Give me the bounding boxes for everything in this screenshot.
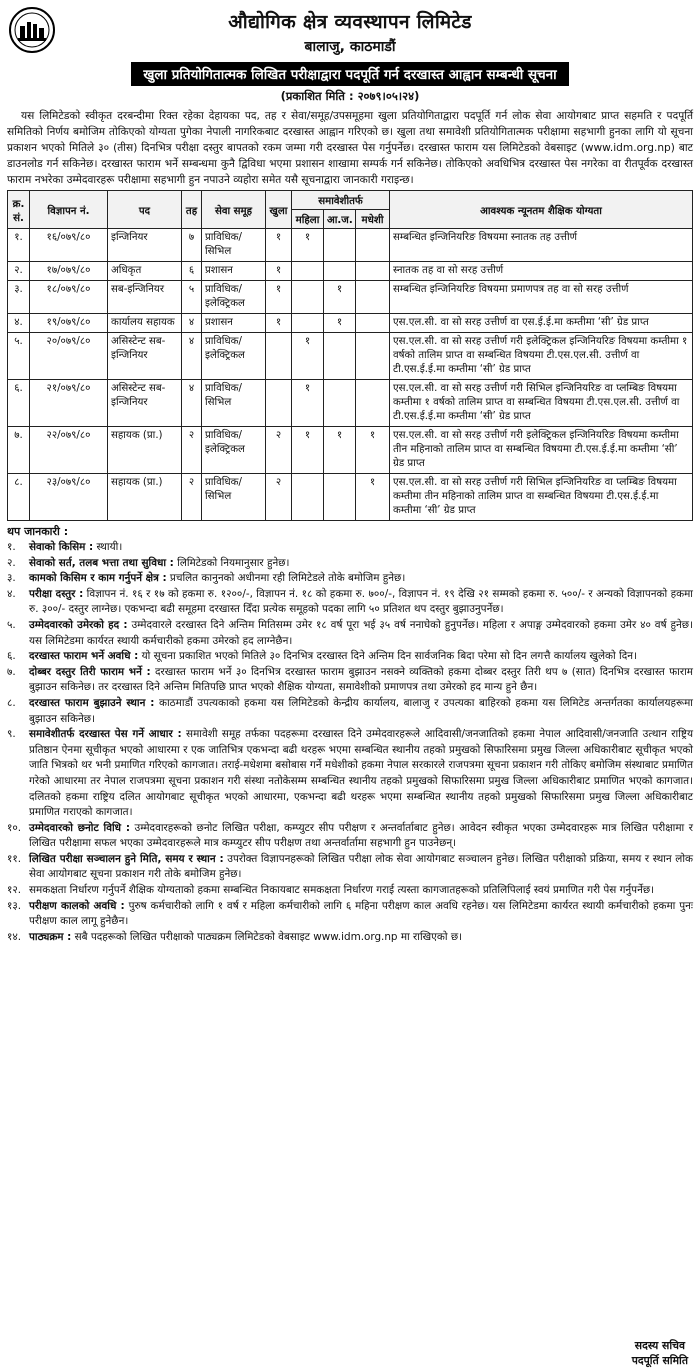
cell-qualification: एस.एल.सी. वा सो सरह उत्तीर्ण गरी इलेक्ट्रिकल इन्जिनियरिङ विषयमा कम्तीमा तीन महिनाको तालिम प्राप्त वा सम्बन्धित विषयमा टी.एस.ई.ई.मा कम्तीमा ‘सी’ ग्रेड प्राप्त [390, 427, 693, 474]
note-text: काठमाडौं उपत्यकाको हकमा यस लिमिटेडको केन्द्रीय कार्यालय, बालाजु र उपत्यका बाहिरको हकमा यस लिमिटेड अन्तर्गतका कार्यालयहरूमा बुझाउन सकिनेछ। [29, 696, 693, 725]
note-text: सबै पदहरूको लिखित परीक्षाको पाठ्यक्रम लिमिटेडको वेबसाइट www.idm.org.np मा राखिएको छ। [71, 930, 463, 943]
note-number: १३. [7, 899, 22, 912]
cell-sn: ७. [8, 427, 30, 474]
cell-open: १ [266, 314, 292, 333]
published-date: (प्रकाशित मिति : २०७९।०५।२४) [280, 89, 420, 103]
cell-service: प्राविधिक/ इलेक्ट्रिकल [202, 427, 266, 474]
cell-level: ४ [182, 333, 202, 380]
note-label: लिखित परीक्षा सञ्चालन हुने मिति, समय र स्थान : [29, 852, 224, 865]
table-row [8, 333, 693, 380]
note-number: ४. [7, 587, 16, 600]
cell-service: प्राविधिक/ सिभिल [202, 474, 266, 521]
note-label: सेवाको सर्त, तलब भत्ता तथा सुविधा : [29, 556, 174, 569]
signature-block [632, 1338, 688, 1368]
notice-header [7, 8, 693, 104]
note-body [29, 571, 693, 587]
col-header-post: पद [108, 191, 182, 229]
note-text: दरखास्त फाराम भर्ने ३० दिनभित्र दरखास्त फाराम बुझाउन नसक्ने व्यक्तिको हकमा दोब्बर दस्तुर तिरी थप ७ (सात) दिनभित्र दरखास्त फाराम बुझाउन सकिनेछ। तर दरखास्त दिने अन्तिम मितिपछि प्राप्त भएको शैक्षिक योग्यता, समावेशीको प्रमाणपत्र तथा उमेरको हद मान्य हुने छैन। [29, 665, 693, 694]
cell-service: प्रशासन [202, 314, 266, 333]
note-text: समकक्षता निर्धारण गर्नुपर्ने शैक्षिक योग्यताको हकमा सम्बन्धित निकायबाट समकक्षता निर्धारण गराई त्यस्ता कागजातहरूको प्रतिलिपिलाई स्वयं प्रमाणित गरी पेस गर्नुपर्नेछ। [29, 884, 655, 897]
cell-sn: ५. [8, 333, 30, 380]
cell-level: ६ [182, 262, 202, 281]
note-item [7, 649, 693, 665]
note-label: दरखास्त फाराम भर्ने अवधि : [29, 650, 139, 663]
note-item [7, 665, 693, 696]
note-body [29, 852, 693, 883]
cell-adivasi [324, 333, 356, 380]
cell-adivasi [324, 262, 356, 281]
signature-committee: पदपूर्ति समिति [631, 1354, 688, 1367]
cell-adivasi: १ [324, 427, 356, 474]
cell-level: ४ [182, 380, 202, 427]
note-label: कामको किसिम र काम गर्नुपर्ने क्षेत्र : [29, 572, 167, 585]
cell-ad-no: २१/०७९/८० [30, 380, 108, 427]
vacancy-table [7, 190, 693, 521]
note-item [7, 618, 693, 649]
note-item [7, 930, 693, 946]
note-item [7, 821, 693, 852]
note-text: उम्मेदवारहरूको छनोट लिखित परीक्षा, कम्प्युटर सीप परीक्षण र अन्तर्वार्ताबाट हुनेछ। आवेदन स्वीकृत भएका उम्मेदवारहरू मात्र लिखित परीक्षामा र लिखित परीक्षामा सफल भएका उम्मेदवारहरूले मात्र कम्प्युटर सीप परीक्षण तथा अन्तर्वार्तामा सहभागी हुन पाउनेछन्। [29, 821, 693, 850]
cell-open [266, 333, 292, 380]
cell-sn: ३. [8, 281, 30, 314]
table-row [8, 281, 693, 314]
cell-service: प्राविधिक/ सिभिल [202, 380, 266, 427]
cell-adivasi [324, 229, 356, 262]
col-header-madhesi: मधेशी [356, 210, 390, 229]
note-body [29, 696, 693, 727]
cell-open: २ [266, 474, 292, 521]
cell-women [292, 281, 324, 314]
cell-women [292, 262, 324, 281]
note-text: स्थायी। [93, 541, 123, 553]
cell-level: ७ [182, 229, 202, 262]
note-body [29, 727, 693, 821]
note-item [7, 571, 693, 587]
cell-post: असिस्टेन्ट सब-इन्जिनियर [108, 380, 182, 427]
note-body [29, 649, 693, 665]
cell-adivasi [324, 380, 356, 427]
note-item [7, 587, 693, 618]
cell-level: ४ [182, 314, 202, 333]
cell-open: १ [266, 262, 292, 281]
cell-post: कार्यालय सहायक [108, 314, 182, 333]
cell-sn: २. [8, 262, 30, 281]
cell-post: सहायक (प्रा.) [108, 427, 182, 474]
cell-ad-no: १८/०७९/८० [30, 281, 108, 314]
note-text: समावेशी समूह तर्फका पदहरूमा दरखास्त दिने उम्मेदवारहरूले आदिवासी/जनजातिको हकमा नेपाल आदिवासी/जनजाति उत्थान राष्ट्रिय प्रतिष्ठान ऐनमा सूचीकृत भएको आधारमा र एक जातिभित्र एकभन्दा बढी थरहरू भएमा सम्बन्धित स्थानीय तहको प्रमुखको सिफारिसमा प्रमुख जिल्ला अधिकारीबाट सूचीकृत भएको जाति भित्रको थर भनी प्रमाणित गरिएको कागजात। तराई-मधेशमा बसोबास गर्ने मधेशीको हकमा नेपाल सरकारले राजपत्रमा सूचना प्रकाशन गरी तोकिए बमोजिम संस्थाबाट प्रमाणित गरेको आधारमा तर नेपाल राजपत्रमा सूचना प्रकाशन गरी संस्था नतोकेसम्म सम्बन्धित स्थानीय तहको प्रमुखको सिफारिसमा प्रमुख जिल्ला अधिकारीबाट प्रमाणित भएको कागजात। दलितको हकमा राष्ट्रिय दलित आयोगबाट सूचीकृत भएको आधारमा, एकभन्दा बढी थरहरू भएमा सम्बन्धित स्थानीय तहको प्रमुखको सिफारिसमा प्रमुख जिल्ला अधिकारीबाट प्रमाणित गराएको कागजात। [29, 728, 693, 819]
note-item [7, 852, 693, 883]
note-label: उम्मेदवारको छनोट विधि : [29, 821, 131, 834]
note-body [29, 540, 693, 556]
cell-level: ५ [182, 281, 202, 314]
cell-madhesi [356, 314, 390, 333]
cell-madhesi [356, 281, 390, 314]
note-number: ९. [7, 728, 16, 741]
cell-post: सहायक (प्रा.) [108, 474, 182, 521]
col-header-qualification: आवश्यक न्यूनतम शैक्षिक योग्यता [390, 191, 693, 229]
notes-title: थप जानकारी : [7, 525, 69, 538]
cell-service: प्रशासन [202, 262, 266, 281]
note-item [7, 696, 693, 727]
col-header-service: सेवा समूह [202, 191, 266, 229]
table-row [8, 314, 693, 333]
cell-madhesi [356, 262, 390, 281]
cell-ad-no: १९/०७९/८० [30, 314, 108, 333]
cell-post: असिस्टेन्ट सब-इन्जिनियर [108, 333, 182, 380]
note-text: लिमिटेडको नियमानुसार हुनेछ। [173, 556, 290, 569]
col-header-women: महिला [292, 210, 324, 229]
cell-women: १ [292, 427, 324, 474]
cell-sn: ६. [8, 380, 30, 427]
cell-open [266, 380, 292, 427]
cell-madhesi: १ [356, 474, 390, 521]
cell-qualification: सम्बन्धित इन्जिनियरिङ विषयमा स्नातक तह उत्तीर्ण [390, 229, 693, 262]
cell-level: २ [182, 474, 202, 521]
cell-post: सब-इन्जिनियर [108, 281, 182, 314]
signature-title: सदस्य सचिव [634, 1339, 685, 1352]
note-body [29, 556, 693, 572]
cell-women: १ [292, 333, 324, 380]
note-number: १. [7, 541, 16, 553]
note-body [29, 618, 693, 649]
cell-qualification: एस.एल.सी. वा सो सरह उत्तीर्ण वा एस.ई.ई.मा कम्तीमा ‘सी’ ग्रेड प्राप्त [390, 314, 693, 333]
note-label: परीक्षा दस्तुर : [29, 587, 84, 600]
note-text: यो सूचना प्रकाशित भएको मितिले ३० दिनभित्र दरखास्त दिने अन्तिम दिन सार्वजनिक बिदा परेमा सो दिन लगत्तै कार्यालय खुलेको दिन। [138, 650, 637, 663]
cell-post: इन्जिनियर [108, 229, 182, 262]
note-item [7, 899, 693, 930]
cell-open: १ [266, 229, 292, 262]
note-item [7, 556, 693, 572]
note-body [29, 883, 693, 899]
note-body [29, 587, 693, 618]
cell-open: १ [266, 281, 292, 314]
cell-sn: ८. [8, 474, 30, 521]
col-header-inclusive: समावेशीतर्फ [292, 191, 390, 210]
table-row [8, 229, 693, 262]
notes-list [7, 540, 693, 945]
note-body [29, 665, 693, 696]
cell-madhesi [356, 333, 390, 380]
note-item [7, 727, 693, 821]
cell-qualification: एस.एल.सी. वा सो सरह उत्तीर्ण गरी सिभिल इन्जिनियरिङ वा प्लम्बिङ विषयमा कम्तीमा तीन महिनाको तालिम प्राप्त वा सम्बन्धित विषयमा टी.एस.ई.ई.मा कम्तीमा ‘सी’ ग्रेड प्राप्त [390, 474, 693, 521]
cell-open: २ [266, 427, 292, 474]
note-item [7, 883, 693, 899]
note-label: दरखास्त फाराम बुझाउने स्थान : [29, 696, 155, 709]
cell-service: प्राविधिक/ इलेक्ट्रिकल [202, 333, 266, 380]
col-header-ad-no: विज्ञापन नं. [30, 191, 108, 229]
note-number: ६. [7, 650, 16, 663]
notice-title: खुला प्रतियोगितात्मक लिखित परीक्षाद्वारा पदपूर्ति गर्न दरखास्त आह्वान सम्बन्धी सूचना [131, 62, 568, 86]
cell-sn: १. [8, 229, 30, 262]
cell-ad-no: २०/०७९/८० [30, 333, 108, 380]
note-number: १२. [7, 884, 22, 897]
note-label: समावेशीतर्फ दरखास्त पेस गर्ने आधार : [29, 728, 182, 741]
table-body [8, 229, 693, 521]
cell-level: २ [182, 427, 202, 474]
cell-ad-no: २३/०७९/८० [30, 474, 108, 521]
note-number: ५. [7, 618, 16, 631]
note-text: प्रचलित कानुनको अधीनमा रही लिमिटेडले तोके बमोजिम हुनेछ। [166, 572, 406, 585]
cell-qualification: स्नातक तह वा सो सरह उत्तीर्ण [390, 262, 693, 281]
cell-qualification: सम्बन्धित इन्जिनियरिङ विषयमा प्रमाणपत्र तह वा सो सरह उत्तीर्ण [390, 281, 693, 314]
cell-madhesi [356, 229, 390, 262]
note-number: ८. [7, 696, 16, 709]
note-label: दोब्बर दस्तुर तिरी फाराम भर्ने : [29, 665, 151, 678]
company-logo [8, 6, 56, 54]
organization-name: औद्योगिक क्षेत्र व्यवस्थापन लिमिटेड [228, 11, 472, 33]
organization-address: बालाजु, काठमाडौं [304, 39, 396, 55]
note-text: उपरोक्त विज्ञापनहरूको लिखित परीक्षा लोक सेवा आयोगबाट सञ्चालन हुनेछ। लिखित परीक्षाको प्रक्रिया, समय र स्थान लोक सेवा आयोगबाट सूचना प्रकाशन गरी तोके बमोजिम हुनेछ। [29, 852, 694, 881]
cell-ad-no: १७/०७९/८० [30, 262, 108, 281]
cell-service: प्राविधिक/ इलेक्ट्रिकल [202, 281, 266, 314]
note-label: पाठ्यक्रम : [29, 930, 72, 943]
cell-sn: ४. [8, 314, 30, 333]
note-label: सेवाको किसिम : [29, 541, 94, 553]
note-label: परीक्षण कालको अवधि : [29, 899, 125, 912]
col-header-sn: क्र. सं. [8, 191, 30, 229]
note-number: ७. [7, 665, 16, 678]
note-text: पुरुष कर्मचारीको लागि १ वर्ष र महिला कर्मचारीको लागि ६ महिना परीक्षण काल अवधि रहनेछ। यस लिमिटेडमा कार्यरत स्थायी कर्मचारीको हकमा पुनः परीक्षण काल लागू हुनेछैन। [29, 899, 694, 928]
note-item [7, 540, 693, 556]
note-number: १०. [7, 821, 22, 834]
table-row [8, 474, 693, 521]
cell-women [292, 314, 324, 333]
cell-adivasi: १ [324, 281, 356, 314]
note-number: १४. [7, 930, 22, 943]
col-header-adivasi: आ.ज. [324, 210, 356, 229]
table-header-row [8, 191, 693, 210]
note-body [29, 930, 693, 946]
note-body [29, 899, 693, 930]
note-text: विज्ञापन नं. १६ र १७ को हकमा रु. १२००/-, विज्ञापन नं. १८ को हकमा रु. ७००/-, विज्ञापन नं. १९ देखि २१ सम्मको हकमा रु. ५००/- र अन्यको विज्ञापनको हकमा रु. ३००/- दस्तुर लाग्नेछ। एकभन्दा बढी समूहमा दरखास्त दिँदा प्रत्येक समूहको पदका लागि ५० प्रतिशत थप दस्तुर बुझाउनुपर्नेछ। [29, 587, 693, 616]
col-header-level: तह [182, 191, 202, 229]
cell-ad-no: २२/०७९/८० [30, 427, 108, 474]
cell-women: १ [292, 380, 324, 427]
note-number: २. [7, 556, 16, 569]
intro-paragraph: यस लिमिटेडको स्वीकृत दरबन्दीमा रिक्त रहेका देहायका पद, तह र सेवा/समूह/उपसमूहमा खुला प्रतियोगिताद्वारा पदपूर्ति गर्न लोक सेवा आयोगबाट प्राप्त सहमति र पदपूर्ति समितिको निर्णय बमोजिम तोकिएको योग्यता पुगेका नेपाली नागरिकबाट दरखास्त आह्वान गरिएको छ। खुला तथा समावेशी प्रतियोगितात्मक परीक्षामा सहभागी हुनका लागि यो सूचना प्रकाशन भएको मितिले ३० (तीस) दिनभित्र परीक्षा दस्तुर बापतको रकम जम्मा गरी दरखास्त पेस गर्नुपर्नेछ। दरखास्त फाराम यस लिमिटेडको वेबसाइट (www.idm.org.np) बाट डाउनलोड गर्न सकिनेछ। दरखास्त फाराम भर्ने सम्बन्धमा कुनै द्विविधा भएमा प्रशासन शाखामा सम्पर्क गर्न सकिनेछ। तोकिएको अवधिभित्र दरखास्त पेस नगरेका वा रीतपूर्वक दरखास्त फाराम नभरेका उम्मेदवारहरू परीक्षामा सहभागी हुन नपाउने व्यहोरा समेत यसै सूचनाद्वारा जानकारी गराइन्छ। [7, 110, 693, 186]
cell-madhesi: १ [356, 427, 390, 474]
note-number: ११. [7, 852, 22, 865]
cell-women: १ [292, 229, 324, 262]
table-row [8, 380, 693, 427]
cell-madhesi [356, 380, 390, 427]
cell-adivasi: १ [324, 314, 356, 333]
table-row [8, 427, 693, 474]
cell-adivasi [324, 474, 356, 521]
note-number: ३. [7, 572, 16, 585]
note-body [29, 821, 693, 852]
table-row [8, 262, 693, 281]
note-label: उम्मेदवारको उमेरको हद : [29, 618, 128, 631]
cell-service: प्राविधिक/ सिभिल [202, 229, 266, 262]
note-text: उम्मेदवारले दरखास्त दिने अन्तिम मितिसम्म उमेर १८ वर्ष पूरा भई ३५ वर्ष ननाघेको हुनुपर्नेछ। महिला र अपाङ्ग उम्मेदवारको हकमा उमेर ४० वर्ष हुनेछ। यस लिमिटेडमा कार्यरत स्थायी कर्मचारीको हकमा उमेरको हद लाग्नेछैन। [29, 618, 693, 647]
cell-qualification: एस.एल.सी. वा सो सरह उत्तीर्ण गरी सिभिल इन्जिनियरिङ वा प्लम्बिङ विषयमा कम्तीमा १ वर्षको तालिम प्राप्त वा सम्बन्धित विषयमा टी.एस.एल.सी. उत्तीर्ण वा टी.एस.ई.ई.मा कम्तीमा ‘सी’ ग्रेड प्राप्त [390, 380, 693, 427]
cell-ad-no: १६/०७९/८० [30, 229, 108, 262]
cell-women [292, 474, 324, 521]
col-header-open: खुला [266, 191, 292, 229]
cell-post: अधिकृत [108, 262, 182, 281]
cell-qualification: एस.एल.सी. वा सो सरह उत्तीर्ण गरी इलेक्ट्रिकल इन्जिनियरिङ विषयमा कम्तीमा १ वर्षको तालिम प्राप्त वा सम्बन्धित विषयमा टी.एस.एल.सी. उत्तीर्ण वा टी.एस.ई.ई.मा कम्तीमा ‘सी’ ग्रेड प्राप्त [390, 333, 693, 380]
